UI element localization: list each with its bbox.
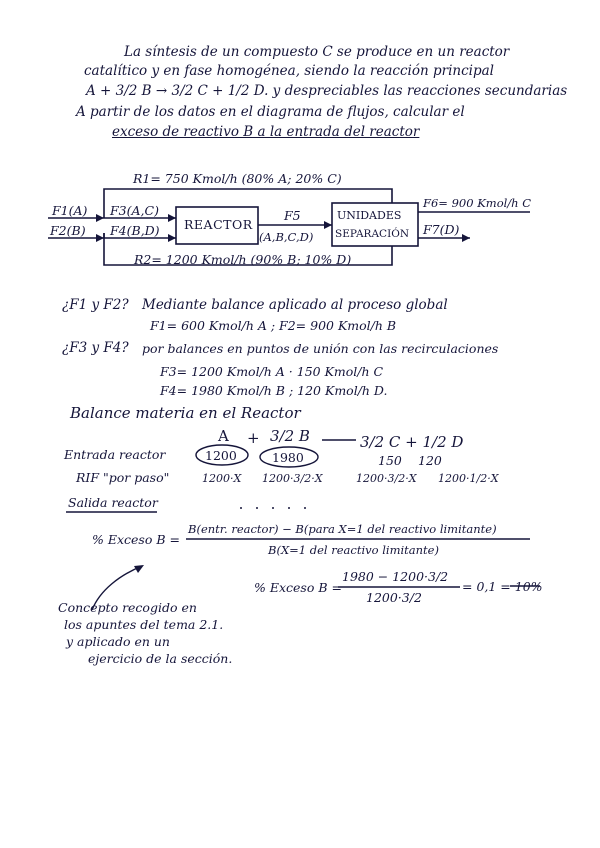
row-rif-label: RIF "por paso" — [76, 470, 170, 485]
calc-denominator: 1200·3/2 — [366, 590, 422, 605]
excess-denominator: B(X=1 del reactivo limitante) — [268, 543, 439, 557]
entrada-b: 1980 — [272, 450, 304, 465]
question-f1-f2-text: Mediante balance aplicado al proceso global — [142, 297, 448, 313]
calc-result: = 0,1 = 10% — [462, 579, 543, 594]
rif-b: 1200·3/2·X — [262, 472, 323, 485]
f4-label: F4(B,D) — [110, 223, 160, 238]
problem-line-5: exceso de reactivo B a la entrada del reactor — [112, 124, 420, 140]
row-entrada-label: Entrada reactor — [64, 447, 166, 462]
f6-label: F6= 900 Kmol/h C — [423, 196, 532, 210]
f1-label: F1(A) — [52, 203, 88, 218]
note-line-2: los apuntes del tema 2.1. — [64, 617, 224, 632]
eq-species-a: A — [218, 427, 229, 445]
rif-d: 1200·1/2·X — [438, 472, 499, 485]
note-line-1: Concepto recogido en — [58, 600, 197, 615]
answer-f4: F4= 1980 Kmol/h B ; 120 Kmol/h D. — [160, 383, 388, 398]
calc-numerator: 1980 − 1200·3/2 — [342, 569, 449, 584]
question-f3-f4-text: por balances en puntos de unión con las recirculaciones — [142, 341, 499, 356]
f2-label: F2(B) — [50, 223, 86, 238]
entrada-d: 120 — [418, 453, 442, 468]
question-f3-f4: ¿F3 y F4? — [62, 340, 129, 356]
f7-label: F7(D) — [423, 222, 460, 237]
entrada-c: 150 — [378, 453, 402, 468]
problem-line-2: catalítico y en fase homogénea, siendo la reacción principal — [84, 63, 494, 79]
f5-label: F5 — [284, 208, 301, 223]
problem-line-1: La síntesis de un compuesto C se produce en un reactor — [124, 44, 510, 60]
f3-label: F3(A,C) — [110, 203, 159, 218]
rif-c: 1200·3/2·X — [356, 472, 417, 485]
answer-f3: F3= 1200 Kmol/h A · 150 Kmol/h C — [160, 364, 384, 379]
r1-label: R1= 750 Kmol/h (80% A; 20% C) — [133, 171, 342, 186]
note-line-3: y aplicado en un — [66, 634, 170, 649]
problem-reaction: A + 3/2 B → 3/2 C + 1/2 D. y despreciables las reacciones secundarias — [86, 83, 568, 99]
note-line-4: ejercicio de la sección. — [88, 651, 233, 666]
eq-plus: + — [247, 429, 260, 447]
rif-a: 1200·X — [202, 472, 242, 485]
question-f1-f2: ¿F1 y F2? — [62, 297, 129, 313]
entrada-a: 1200 — [205, 448, 237, 463]
row-salida-label: Salida reactor — [68, 495, 158, 510]
separation-label-2: SEPARACIÓN — [335, 228, 410, 240]
r2-label: R2= 1200 Kmol/h (90% B; 10% D) — [134, 252, 352, 267]
calc-label: % Exceso B = — [254, 580, 342, 595]
excess-numerator: B(entr. reactor) − B(para X=1 del reactivo limitante) — [188, 522, 497, 536]
excess-label: % Exceso B = — [92, 532, 180, 547]
eq-species-b: 3/2 B — [270, 427, 310, 445]
eq-products: 3/2 C + 1/2 D — [360, 433, 464, 451]
f5-composition: (A,B,C,D) — [259, 230, 314, 244]
separation-label-1: UNIDADES — [337, 209, 402, 222]
balance-title: Balance materia en el Reactor — [70, 404, 301, 422]
reactor-label: REACTOR — [184, 217, 253, 232]
problem-line-4: A partir de los datos en el diagrama de flujos, calcular el — [76, 104, 465, 120]
answer-f1-f2: F1= 600 Kmol/h A ; F2= 900 Kmol/h B — [150, 318, 397, 333]
